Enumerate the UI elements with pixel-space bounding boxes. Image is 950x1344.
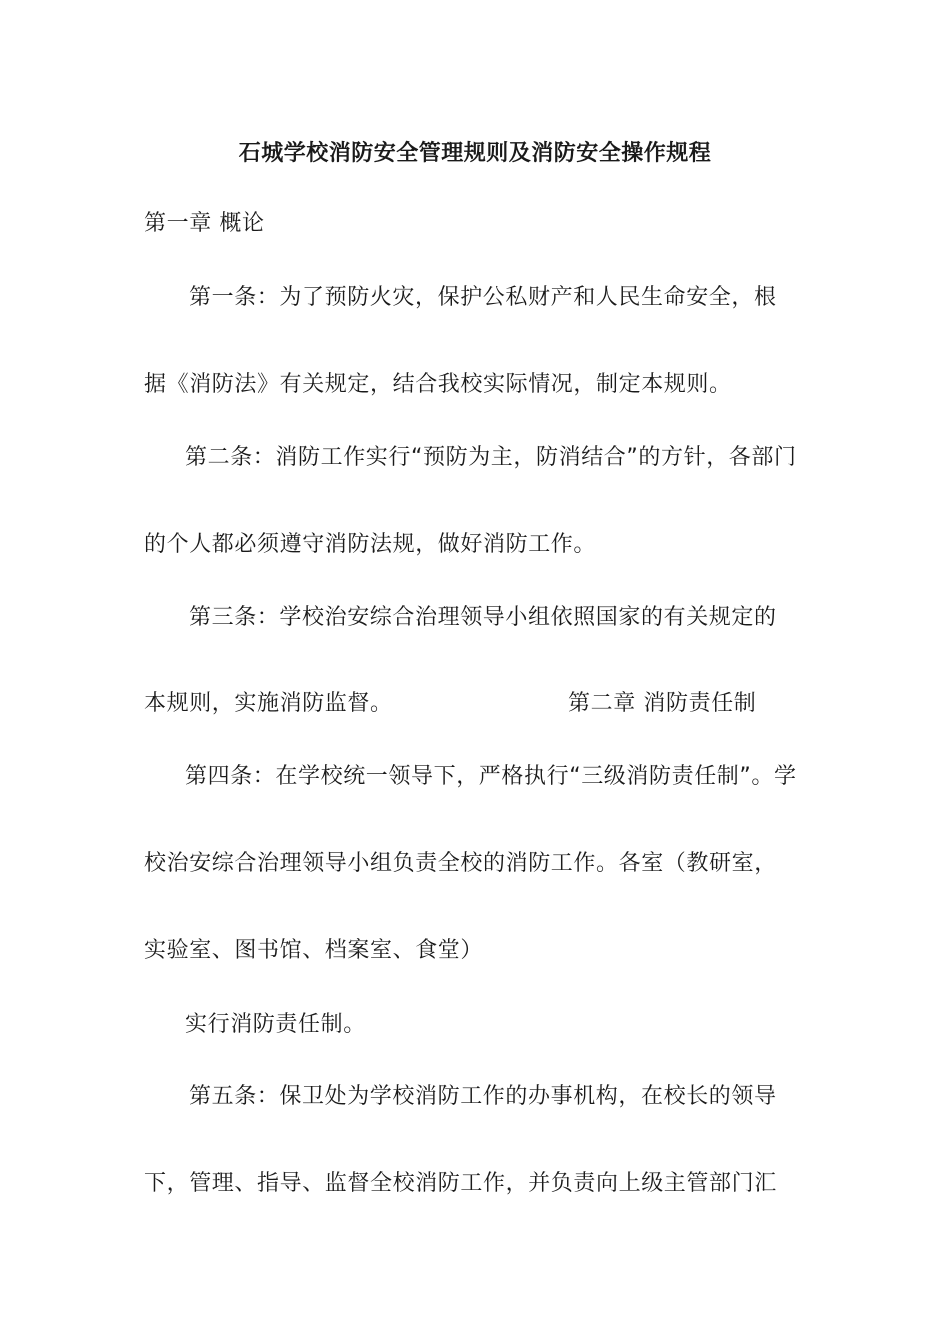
article-1-line-1: 第一条：为了预防火灾，保护公私财产和人民生命安全，根 <box>189 285 777 310</box>
article-2-line-2: 的个人都必须遵守消防法规，做好消防工作。 <box>144 532 597 557</box>
document-title: 石城学校消防安全管理规则及消防安全操作规程 <box>238 141 712 166</box>
article-3-line-2: 本规则，实施消防监督。 <box>144 691 393 716</box>
article-2-line-1: 第二条：消防工作实行“预防为主，防消结合”的方针，各部门 <box>185 445 797 470</box>
article-4-line-1: 第四条：在学校统一领导下，严格执行“三级消防责任制”。学 <box>185 764 797 789</box>
article-1-line-2: 据《消防法》有关规定，结合我校实际情况，制定本规则。 <box>144 372 732 397</box>
article-4-line-4: 实行消防责任制。 <box>185 1012 366 1037</box>
article-5-line-1: 第五条：保卫处为学校消防工作的办事机构，在校长的领导 <box>189 1084 777 1109</box>
chapter-1-heading: 第一章 概论 <box>144 211 265 236</box>
article-5-line-2: 下，管理、指导、监督全校消防工作，并负责向上级主管部门汇 <box>144 1171 777 1196</box>
article-3-line-1: 第三条：学校治安综合治理领导小组依照国家的有关规定的 <box>189 605 777 630</box>
article-4-line-3: 实验室、图书馆、档案室、食堂） <box>144 938 484 963</box>
article-4-line-2: 校治安综合治理领导小组负责全校的消防工作。各室（教研室， <box>144 851 777 876</box>
chapter-2-heading: 第二章 消防责任制 <box>568 691 757 716</box>
